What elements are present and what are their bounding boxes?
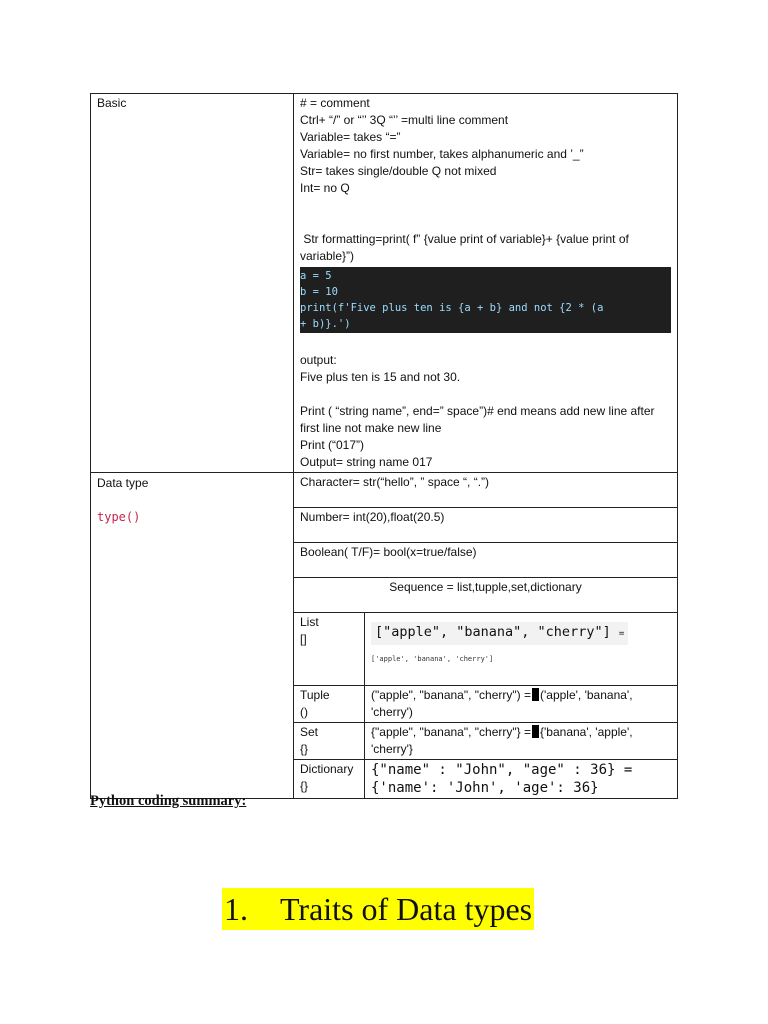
datatype-label-cell — [91, 473, 294, 799]
text-line: Variable= takes “=” — [300, 130, 401, 144]
set-name: Set — [300, 725, 319, 739]
set-code-cell — [365, 723, 678, 760]
set-name-cell — [294, 723, 365, 760]
list-code-cell — [365, 613, 678, 686]
boolean-text: Boolean( T/F)= bool(x=true/false) — [300, 545, 477, 559]
basic-label-cell — [91, 94, 294, 473]
sequence-text: Sequence = list,tupple,set,dictionary — [389, 580, 582, 594]
number-cell — [294, 508, 677, 543]
output-label: output: — [300, 353, 337, 367]
formatting-line: Str formatting=print( f” {value print of variable}+ {value print of variable}”) — [300, 232, 633, 263]
boolean-cell — [294, 543, 677, 578]
text-line: Print (“017”) — [300, 438, 365, 452]
table-row — [294, 686, 677, 723]
type-function: type() — [97, 510, 141, 524]
code-line: print(f'Five plus ten is {a + b} and not {2 * (a — [300, 302, 604, 314]
tuple-code: ("apple", "banana", "cherry") = — [371, 688, 531, 702]
table-row — [294, 613, 677, 686]
table-row — [91, 94, 678, 473]
summary-table — [90, 93, 678, 799]
list-name: List — [300, 615, 319, 629]
dict-name-cell — [294, 760, 365, 799]
code-line: b = 10 — [300, 286, 338, 298]
text-line: Print ( “string name”, end=” space”)# end means add new line after first line not make new line — [300, 404, 658, 435]
character-cell — [294, 473, 677, 508]
dict-name: Dictionary — [300, 762, 354, 776]
code-line: + b)}.') — [300, 318, 351, 330]
text-cursor — [532, 688, 539, 701]
datatype-table — [294, 473, 677, 798]
tuple-code-cell — [365, 686, 678, 723]
output-value: Five plus ten is 15 and not 30. — [300, 370, 461, 384]
table-row — [294, 760, 677, 799]
list-symbol: [] — [300, 632, 307, 646]
basic-label: Basic — [97, 96, 127, 110]
table-row — [294, 473, 677, 508]
section-heading — [222, 888, 534, 930]
list-name-cell — [294, 613, 365, 686]
text-line: Str= takes single/double Q not mixed — [300, 164, 497, 178]
section-number: 1. — [224, 891, 248, 927]
datatype-content-cell — [294, 473, 678, 799]
tuple-name-cell — [294, 686, 365, 723]
tuple-name: Tuple — [300, 688, 330, 702]
text-line: Output= string name 017 — [300, 455, 433, 469]
set-code: {"apple", "banana", "cherry"} = — [371, 725, 531, 739]
code-block — [300, 267, 671, 333]
table-row — [294, 508, 677, 543]
list-eq: = — [618, 629, 625, 639]
text-line: Int= no Q — [300, 181, 350, 195]
text-line: Ctrl+ “/” or “’’ 3Q “’’ =multi line comment — [300, 113, 509, 127]
set-symbol: {} — [300, 742, 309, 756]
tuple-symbol: () — [300, 705, 308, 719]
dict-code: {"name" : "John", "age" : 36} = — [371, 762, 633, 778]
table-row — [294, 578, 677, 613]
list-output: ['apple', 'banana', 'cherry'] — [371, 655, 494, 663]
dict-output: {'name': 'John', 'age': 36} — [371, 780, 599, 796]
set-output: {'banana', 'apple', 'cherry'} — [371, 725, 633, 756]
text-line: # = comment — [300, 96, 370, 110]
summary-title: Python coding summary: — [90, 793, 247, 809]
tuple-output: ('apple', 'banana', 'cherry') — [371, 688, 633, 719]
character-text: Character= str(“hello”, ” space “, “.”) — [300, 475, 490, 489]
table-row — [294, 723, 677, 760]
section-title: Traits of Data types — [280, 891, 533, 927]
code-line: a = 5 — [300, 270, 332, 282]
sequence-cell — [294, 578, 677, 613]
number-text: Number= int(20),float(20.5) — [300, 510, 445, 524]
list-code-text: ["apple", "banana", "cherry"] — [375, 624, 611, 640]
datatype-label: Data type — [97, 476, 149, 490]
list-code — [371, 622, 628, 645]
dict-code-cell — [365, 760, 678, 799]
table-row — [294, 543, 677, 578]
text-line: Variable= no first number, takes alphanumeric and ’_” — [300, 147, 584, 161]
basic-content-cell — [294, 94, 678, 473]
dict-symbol: {} — [300, 779, 309, 793]
text-cursor — [532, 725, 539, 738]
table-row — [91, 473, 678, 799]
